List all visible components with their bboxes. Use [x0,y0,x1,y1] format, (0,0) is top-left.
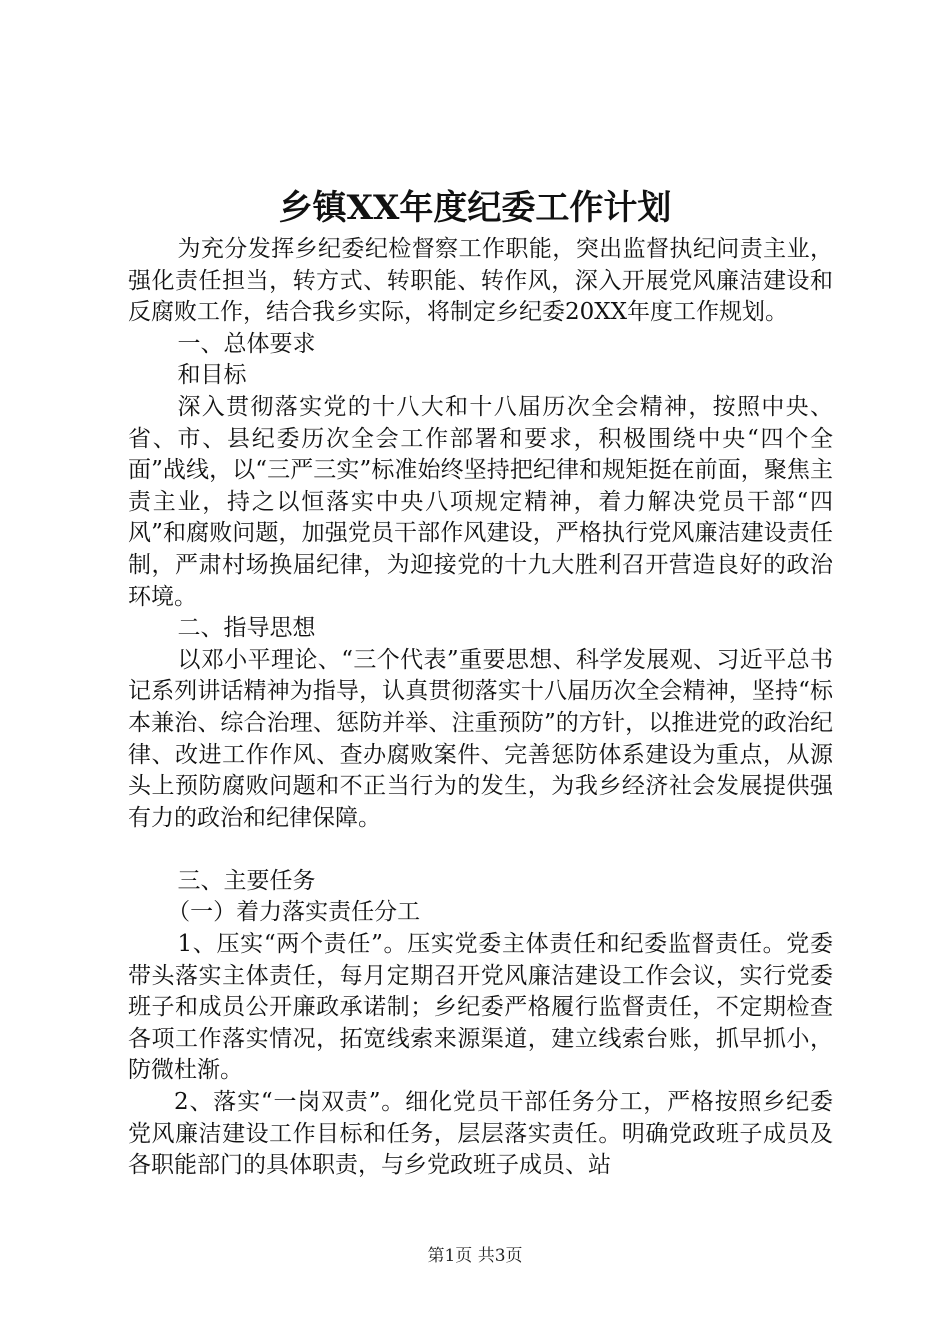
intro-paragraph: 为充分发挥乡纪委纪检督察工作职能，突出监督执纪问责主业，强化责任担当，转方式、转职能、转作风，深入开展党风廉洁建设和反腐败工作，结合我乡实际，将制定乡纪委20XX年度工作规划。 [128,236,833,326]
section-2-body: 以邓小平理论、“三个代表”重要思想、科学发展观、习近平总书记系列讲话精神为指导，认真贯彻落实十八届历次全会精神，坚持“标本兼治、综合治理、惩防并举、注重预防”的方针，以推进党的政治纪律、改进工作作风、查办腐败案件、完善惩防体系建设为重点，从源头上预防腐败问题和不正当行为的发生，为我乡经济社会发展提供强有力的政治和纪律保障。 [128,646,833,831]
section-3-subheading: （一）着力落实责任分工 [167,899,421,926]
page-footer: 第1页 共3页 [427,1246,523,1266]
section-3-heading: 三、主要任务 [177,867,316,894]
task-item-1: 1、压实“两个责任”。压实党委主体责任和纪委监督责任。党委带头落实主体责任，每月定期召开党风廉洁建设工作会议，实行党委班子和成员公开廉政承诺制；乡纪委严格履行监督责任，不定期检查各项工作落实情况，拓宽线索来源渠道，建立线索台账，抓早抓小，防微杜渐。 [128,931,833,1084]
task-item-2: 2、落实“一岗双责”。细化党员干部任务分工，严格按照乡纪委党风廉洁建设工作目标和任务，层层落实责任。明确党政班子成员及各职能部门的具体职责，与乡党政班子成员、站 [128,1089,833,1179]
blank-line [128,834,833,866]
section-2-heading: 二、指导思想 [177,615,316,642]
section-1-subheading: 和目标 [177,362,247,389]
document-title: 乡镇XX年度纪委工作计划 [278,188,672,228]
section-1-body: 深入贯彻落实党的十八大和十八届历次全会精神，按照中央、省、市、县纪委历次全会工作部署和要求，积极围绕中央“四个全面”战线，以“三严三实”标准始终坚持把纪律和规矩挺在前面，聚焦主责主业，持之以恒落实中央八项规定精神，着力解决党员干部“四风”和腐败问题，加强党员干部作风建设，严格执行党风廉洁建设责任制，严肃村场换届纪律，为迎接党的十九大胜利召开营造良好的政治环境。 [128,393,833,610]
section-1-heading: 一、总体要求 [177,330,316,357]
document-body [128,234,833,1182]
